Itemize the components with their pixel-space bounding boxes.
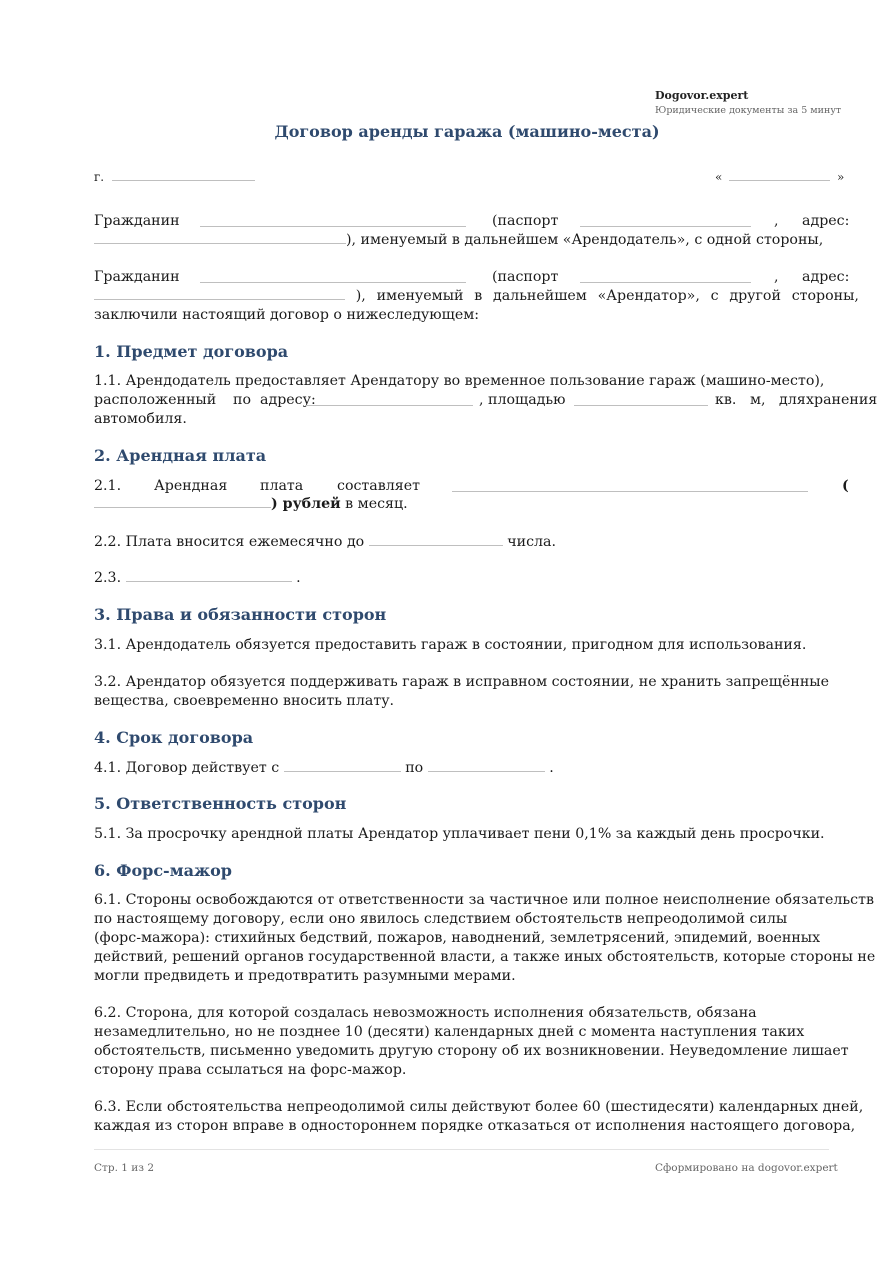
party2-word: Гражданин	[94, 269, 180, 285]
s2-p2-start: 2.2. Плата вносится ежемесячно до	[94, 534, 365, 550]
party2-rest-word: другой	[729, 288, 781, 304]
section-2-p1-line1	[94, 477, 854, 496]
s4-start: 4.1. Договор действует с	[94, 760, 280, 776]
section-6-p1-line: могли предвидеть и предотвратить разумными мерами.	[94, 968, 516, 984]
s1-word: расположенный	[94, 392, 217, 408]
date-quote-close: »	[837, 170, 845, 184]
party2-rest-word: ),	[355, 288, 366, 304]
section-3-heading: 3. Права и обязанности сторон	[94, 605, 387, 624]
section-5-heading: 5. Ответственность сторон	[94, 794, 347, 813]
party1-word: Гражданин	[94, 213, 180, 229]
s2-word: 2.1.	[94, 478, 122, 494]
section-1-p1-line3: автомобиля.	[94, 411, 187, 427]
footer-divider	[94, 1149, 829, 1150]
date-quote-open: «	[715, 170, 723, 184]
section-3-p2-line2: вещества, своевременно вносить плату.	[94, 693, 395, 709]
section-6-p2-line: сторону права ссылаться на форс-мажор.	[94, 1062, 407, 1078]
section-6-p3-line: каждая из сторон вправе в одностороннем порядке отказаться от исполнения настоящего договора,	[94, 1118, 856, 1134]
s2-p3-start: 2.3.	[94, 570, 122, 586]
party1-line1	[94, 212, 849, 231]
section-6-p1-line: 6.1. Стороны освобождаются от ответственности за частичное или полное неисполнение обязательств	[94, 892, 874, 908]
section-2-p3	[94, 569, 301, 588]
party2-rest-word: в	[474, 288, 483, 304]
party2-rest-word: «Арендатор»,	[597, 288, 700, 304]
party2-rest-word: именуемый	[376, 288, 464, 304]
s2-p2-end: числа.	[507, 534, 557, 550]
party2-rest-word: с	[710, 288, 719, 304]
section-6-p1-line: по настоящему договору, если оно явилось следствием обстоятельств непреодолимой силы	[94, 911, 788, 927]
section-1-p1-line2	[94, 391, 878, 410]
section-4-p1	[94, 759, 554, 778]
clause-2-3-blank[interactable]	[126, 569, 292, 582]
party2-line2	[94, 287, 859, 306]
section-2-heading: 2. Арендная плата	[94, 446, 267, 465]
city-line	[94, 168, 255, 184]
s4-mid: по	[405, 760, 424, 776]
garage-area-blank[interactable]	[574, 393, 708, 406]
document-title: Договор аренды гаража (машино-места)	[274, 122, 660, 141]
s1-word: по	[233, 392, 251, 408]
s2-word: Арендная	[154, 478, 228, 494]
party2-address-blank[interactable]	[94, 287, 345, 300]
party2-passport-label: (паспорт	[492, 269, 559, 285]
party1-address-label: адрес:	[802, 213, 850, 229]
section-1-p1-line1: 1.1. Арендодатель предоставляет Арендатору во временное пользование гараж (машино-место),	[94, 373, 825, 389]
section-6-p2-line: 6.2. Сторона, для которой создалась невозможность исполнения обязательств, обязана	[94, 1005, 757, 1021]
s1-tail-word: для	[779, 392, 806, 408]
garage-address-blank[interactable]	[305, 393, 473, 406]
term-start-blank[interactable]	[284, 759, 401, 772]
city-prefix: г.	[94, 170, 105, 184]
party1-name-blank[interactable]	[200, 214, 466, 227]
party2-passport-blank[interactable]	[580, 270, 751, 283]
date-line	[715, 168, 844, 184]
section-5-p1: 5.1. За просрочку арендной платы Арендатор уплачивает пени 0,1% за каждый день просрочки.	[94, 826, 825, 842]
party1-comma: ,	[774, 213, 779, 229]
city-blank[interactable]	[112, 168, 255, 181]
party2-line1	[94, 268, 849, 287]
party2-rest-word: дальнейшем	[492, 288, 587, 304]
section-6-p2-line: незамедлительно, но не позднее 10 (десяти) календарных дней с момента наступления таких	[94, 1024, 805, 1040]
party2-rest-word: стороны,	[791, 288, 859, 304]
s1-tail-word: м,	[750, 392, 766, 408]
party1-address-blank[interactable]	[94, 231, 346, 244]
section-3-p1: 3.1. Арендодатель обязуется предоставить гараж в состоянии, пригодном для использования.	[94, 637, 807, 653]
party1-passport-blank[interactable]	[580, 214, 751, 227]
section-2-p2	[94, 533, 556, 552]
term-end-blank[interactable]	[428, 759, 545, 772]
rent-words-blank[interactable]	[94, 495, 271, 508]
section-3-p2-line1: 3.2. Арендатор обязуется поддерживать гараж в исправном состоянии, не хранить запрещённые	[94, 674, 829, 690]
section-1-heading: 1. Предмет договора	[94, 342, 289, 361]
party2-comma: ,	[774, 269, 779, 285]
page-number: Стр. 1 из 2	[94, 1162, 155, 1174]
party1-rest: ), именуемый в дальнейшем «Арендодатель», с одной стороны,	[346, 232, 824, 248]
s1-tail-word: кв.	[715, 392, 737, 408]
date-day-blank[interactable]	[729, 168, 830, 181]
s2-word: плата	[260, 478, 304, 494]
payment-day-blank[interactable]	[369, 533, 503, 546]
s2-paren-open: (	[842, 478, 849, 494]
section-2-p1-line2	[94, 495, 408, 514]
s2-rub: ) рублей	[271, 496, 341, 512]
section-6-heading: 6. Форс-мажор	[94, 861, 232, 880]
s1-area-label: , площадью	[479, 392, 566, 408]
s1-tail-word: хранения	[806, 392, 878, 408]
section-6-p1-line: действий, решений органов государственной власти, а также иных обстоятельств, которые стороны не	[94, 949, 876, 965]
s2-word: составляет	[337, 478, 420, 494]
s2-tail: в месяц.	[340, 496, 408, 512]
rent-amount-blank[interactable]	[452, 479, 808, 492]
party1-passport-label: (паспорт	[492, 213, 559, 229]
brand-tagline: Юридические документы за 5 минут	[655, 105, 842, 116]
s4-end: .	[549, 760, 554, 776]
generated-by: Сформировано на dogovor.expert	[655, 1162, 838, 1174]
section-6-p1-line: (форс-мажора): стихийных бедствий, пожаров, наводнений, землетрясений, эпидемий, военных	[94, 930, 821, 946]
brand-name: Dogovor.expert	[655, 89, 749, 102]
section-4-heading: 4. Срок договора	[94, 728, 254, 747]
party1-line2	[94, 231, 823, 250]
section-6-p3-line: 6.3. Если обстоятельства непреодолимой силы действуют более 60 (шестидесяти) календарных дней,	[94, 1099, 864, 1115]
section-6-p2-line: обстоятельств, письменно уведомить другую сторону об их возникновении. Неуведомление лишает	[94, 1043, 849, 1059]
s1-word: адресу:	[260, 392, 316, 408]
party2-concluded: заключили настоящий договор о нижеследующем:	[94, 307, 480, 323]
s2-p3-end: .	[296, 570, 301, 586]
party2-address-label: адрес:	[802, 269, 850, 285]
party2-name-blank[interactable]	[200, 270, 466, 283]
